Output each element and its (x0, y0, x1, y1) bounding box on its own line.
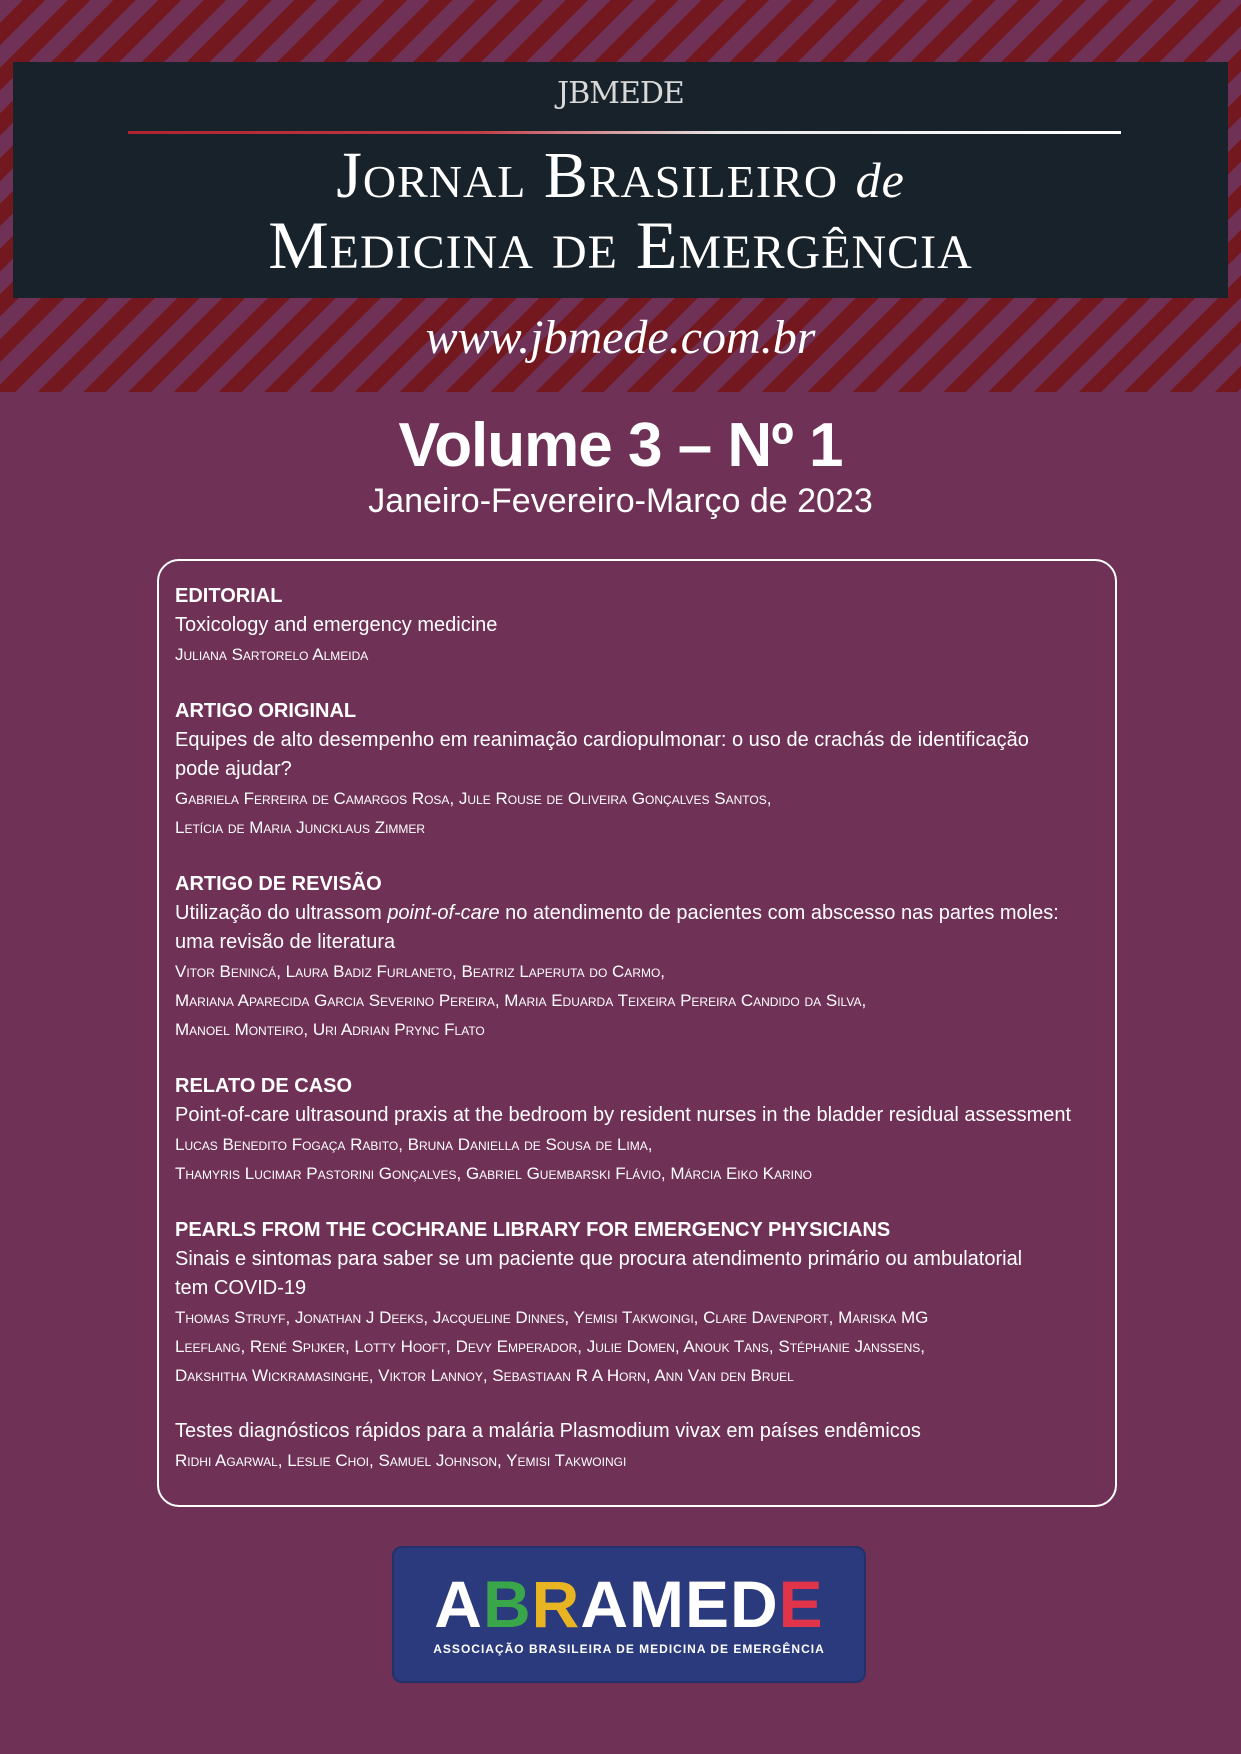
logo-letter: D (730, 1567, 779, 1641)
article-authors: Leeflang, René Spijker, Lotty Hooft, Devy Emperador, Julie Domen, Anouk Tans, Stéphanie Janssens, (175, 1337, 926, 1356)
article-title[interactable]: Point-of-care ultrasound praxis at the bedroom by resident nurses in the bladder residual assessment (175, 1104, 1072, 1126)
article-title-emphasis: point-of-care (387, 902, 500, 924)
logo-wordmark (394, 1568, 864, 1640)
article-title-cont[interactable]: pode ajudar? (175, 758, 292, 780)
masthead (13, 62, 1228, 298)
table-of-contents (157, 559, 1117, 1507)
article-title-cont[interactable]: tem COVID-19 (175, 1277, 307, 1299)
journal-url[interactable]: www.jbmede.com.br (425, 311, 816, 364)
article-authors: Dakshitha Wickramasinghe, Viktor Lannoy, Sebastiaan R A Horn, Ann Van den Bruel (175, 1366, 794, 1385)
article-authors: Juliana Sartorelo Almeida (175, 645, 369, 664)
article-title[interactable]: Toxicology and emergency medicine (175, 614, 498, 636)
journal-title-line1 (13, 138, 1228, 214)
masthead-rule (128, 131, 1121, 134)
article-title[interactable]: Equipes de alto desempenho em reanimação cardiopulmonar: o uso de crachás de identificação (175, 729, 1029, 751)
logo-subtitle: ASSOCIAÇÃO BRASILEIRA DE MEDICINA DE EMERGÊNCIA (433, 1642, 825, 1656)
article-authors: Gabriela Ferreira de Camargos Rosa, Jule Rouse de Oliveira Gonçalves Santos, (175, 789, 772, 808)
logo-letter: A (434, 1567, 483, 1641)
article-authors: Letícia de Maria Juncklaus Zimmer (175, 818, 426, 837)
logo-letter: M (628, 1567, 685, 1641)
section-heading: ARTIGO ORIGINAL (175, 700, 357, 722)
logo-letter: A (580, 1567, 629, 1641)
article-title[interactable]: Testes diagnósticos rápidos para a malária Plasmodium vivax em países endêmicos (175, 1420, 921, 1442)
journal-title-de: de (855, 152, 905, 208)
article-authors: Thomas Struyf, Jonathan J Deeks, Jacqueline Dinnes, Yemisi Takwoingi, Clare Davenport, Mariska MG (175, 1308, 929, 1327)
article-authors: Lucas Benedito Fogaça Rabito, Bruna Daniella de Sousa de Lima, (175, 1135, 653, 1154)
logo-letter: R (531, 1567, 581, 1641)
section-heading: EDITORIAL (175, 585, 283, 607)
toc-section-relato-caso (175, 1071, 1101, 1188)
article-authors: Manoel Monteiro, Uri Adrian Prync Flato (175, 1020, 485, 1039)
article-authors: Ridhi Agarwal, Leslie Choi, Samuel Johnson, Yemisi Takwoingi (175, 1451, 627, 1470)
journal-title-main: Jornal Brasileiro (336, 139, 839, 212)
logo-letter: E (778, 1567, 824, 1641)
article-title-cont[interactable]: uma revisão de literatura (175, 931, 396, 953)
article-title[interactable] (175, 899, 1101, 928)
toc-section-editorial (175, 581, 1101, 669)
article-authors: Vitor Benincá, Laura Badiz Furlaneto, Beatriz Laperuta do Carmo, (175, 962, 666, 981)
article-title[interactable]: Sinais e sintomas para saber se um paciente que procura atendimento primário ou ambulatorial (175, 1248, 1023, 1270)
logo-letter: B (482, 1567, 532, 1641)
article-authors: Mariana Aparecida Garcia Severino Pereira, Maria Eduarda Teixeira Pereira Candido da Silva, (175, 991, 867, 1010)
logo-letter: E (684, 1567, 730, 1641)
section-heading: PEARLS FROM THE COCHRANE LIBRARY FOR EMERGENCY PHYSICIANS (175, 1219, 891, 1241)
journal-title-line2: Medicina de Emergência (268, 207, 973, 283)
brand-small: JBMEDE (557, 76, 684, 111)
section-heading: ARTIGO DE REVISÃO (175, 873, 382, 895)
article-title-part: no atendimento de pacientes com abscesso nas partes moles: (499, 902, 1059, 924)
toc-section-pearls-2 (175, 1417, 1101, 1475)
abramede-logo (392, 1546, 866, 1683)
issue-date: Janeiro-Fevereiro-Março de 2023 (368, 482, 873, 520)
section-heading: RELATO DE CASO (175, 1075, 353, 1097)
article-authors: Thamyris Lucimar Pastorini Gonçalves, Gabriel Guembarski Flávio, Márcia Eiko Karino (175, 1164, 813, 1183)
issue-volume: Volume 3 – Nº 1 (398, 411, 843, 480)
toc-section-artigo-original (175, 696, 1101, 842)
article-title-part: Utilização do ultrassom (175, 902, 388, 924)
toc-section-artigo-revisao (175, 869, 1101, 1044)
toc-section-pearls (175, 1215, 1101, 1390)
